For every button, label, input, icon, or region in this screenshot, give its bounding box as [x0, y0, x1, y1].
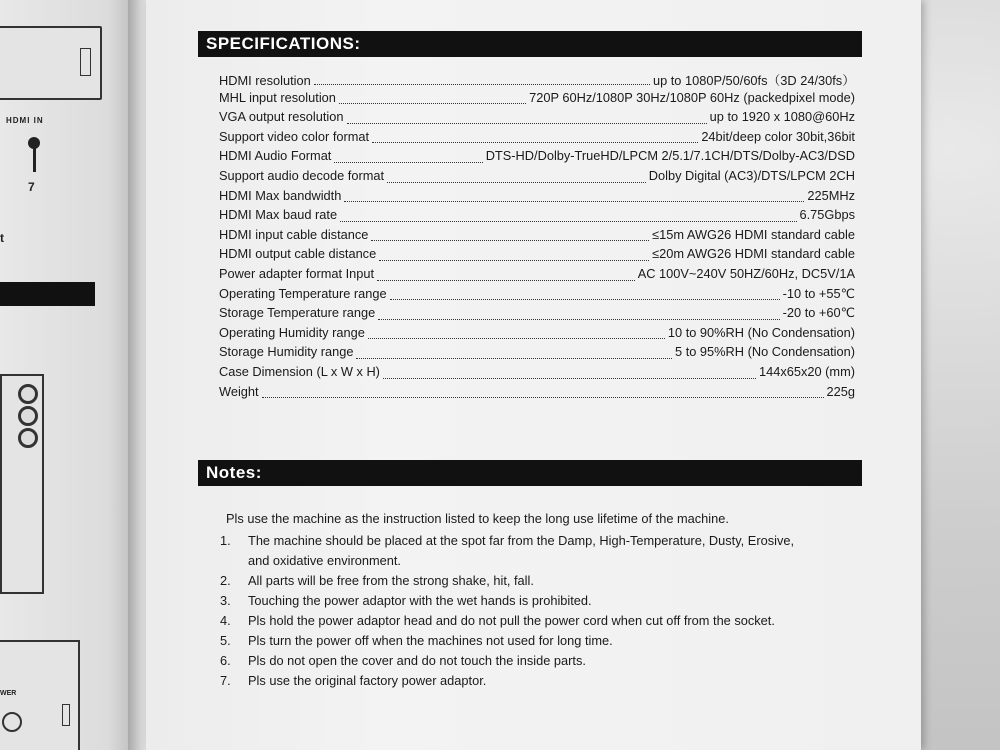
spec-label: MHL input resolution — [219, 89, 336, 105]
speaker-driver-icon — [18, 428, 38, 448]
dot-leader — [383, 378, 756, 379]
spec-row — [219, 188, 855, 208]
knob-icon — [2, 712, 22, 732]
spec-value: -10 to +55℃ — [782, 285, 855, 301]
dot-leader — [368, 338, 665, 339]
spec-label: Operating Temperature range — [219, 285, 387, 301]
spec-label: HDMI resolution — [219, 73, 311, 88]
notes-header: Notes: — [198, 460, 862, 486]
spec-row — [219, 246, 855, 266]
notes-list — [220, 531, 870, 691]
port-label: HDMI IN — [6, 116, 44, 125]
note-text: Touching the power adaptor with the wet hands is prohibited. — [248, 593, 592, 608]
note-text: The machine should be placed at the spot far from the Damp, High-Temperature, Dusty, Erosive, — [248, 533, 795, 548]
note-item — [220, 611, 870, 631]
note-text: Pls use the original factory power adaptor. — [248, 673, 487, 688]
spec-value: -20 to +60℃ — [782, 305, 855, 321]
spec-value: 5 to 95%RH (No Condensation) — [675, 344, 855, 360]
dot-leader — [262, 397, 824, 398]
spec-row — [219, 90, 855, 110]
note-item — [220, 631, 870, 651]
dot-leader — [344, 201, 804, 202]
amplifier-label: WER — [0, 690, 17, 697]
dot-leader — [347, 123, 707, 124]
dot-leader — [334, 162, 482, 163]
spec-value: 225MHz — [807, 187, 855, 203]
right-page — [146, 0, 921, 750]
callout-number: 7 — [28, 180, 35, 194]
dot-leader — [372, 142, 698, 143]
dot-leader — [387, 182, 646, 183]
note-number: 7. — [220, 673, 231, 688]
partial-text: t — [0, 231, 4, 245]
spec-label: Storage Humidity range — [219, 344, 354, 360]
spec-row — [219, 207, 855, 227]
spec-value: Dolby Digital (AC3)/DTS/LPCM 2CH — [648, 167, 855, 183]
note-number: 2. — [220, 573, 231, 588]
spec-value: 144x65x20 (mm) — [758, 363, 855, 379]
dot-leader — [378, 319, 779, 320]
spec-label: Support audio decode format — [219, 167, 385, 183]
spec-row — [219, 148, 855, 168]
spec-value: 6.75Gbps — [799, 207, 855, 223]
spec-value: 10 to 90%RH (No Condensation) — [667, 324, 855, 340]
note-item — [220, 551, 870, 571]
note-item — [220, 671, 870, 691]
spec-label: HDMI Max bandwidth — [219, 187, 342, 203]
speaker-driver-icon — [18, 406, 38, 426]
speaker-illustration — [0, 374, 44, 594]
spec-row — [219, 129, 855, 149]
dot-leader — [390, 299, 780, 300]
note-text: Pls hold the power adaptor head and do not pull the power cord when cut off from the socket. — [248, 613, 775, 628]
spec-value: AC 100V~240V 50HZ/60Hz, DC5V/1A — [637, 265, 855, 281]
device-port — [80, 48, 91, 76]
note-item — [220, 651, 870, 671]
note-text: Pls do not open the cover and do not touch the inside parts. — [248, 653, 586, 668]
spec-label: Power adapter format Input — [219, 265, 375, 281]
dot-leader — [356, 358, 672, 359]
note-text: All parts will be free from the strong shake, hit, fall. — [248, 573, 534, 588]
spec-row — [219, 384, 855, 404]
spec-row — [219, 364, 855, 384]
spec-label: HDMI output cable distance — [219, 246, 377, 262]
spec-value: ≤20m AWG26 HDMI standard cable — [652, 246, 855, 262]
dot-leader — [377, 280, 635, 281]
spec-row — [219, 305, 855, 325]
amplifier-port — [62, 704, 70, 726]
speaker-driver-icon — [18, 384, 38, 404]
dot-leader — [314, 84, 650, 85]
spec-label: Support video color format — [219, 128, 370, 144]
dot-leader — [339, 103, 526, 104]
spec-row — [219, 325, 855, 345]
spec-row — [219, 109, 855, 129]
specifications-header: SPECIFICATIONS: — [198, 31, 862, 57]
dot-leader — [340, 221, 796, 222]
note-number — [220, 551, 248, 571]
spec-row — [219, 266, 855, 286]
spec-label: Storage Temperature range — [219, 305, 376, 321]
spec-value: up to 1920 x 1080@60Hz — [709, 109, 855, 125]
spec-value: up to 1080P/50/60fs（3D 24/30fs） — [652, 73, 855, 88]
dot-leader — [379, 260, 649, 261]
note-number: 6. — [220, 653, 231, 668]
specifications-list — [219, 70, 855, 403]
callout-line — [33, 140, 36, 172]
note-number: 5. — [220, 633, 231, 648]
note-number: 1. — [220, 533, 231, 548]
spec-value: 225g — [826, 383, 855, 399]
spec-value: 24bit/deep color 30bit,36bit — [701, 128, 855, 144]
spec-label: VGA output resolution — [219, 109, 344, 125]
spec-row — [219, 168, 855, 188]
note-number: 4. — [220, 613, 231, 628]
note-item — [220, 531, 870, 551]
spec-row — [219, 286, 855, 306]
spec-label: HDMI Max baud rate — [219, 207, 338, 223]
spec-row — [219, 344, 855, 364]
spec-row — [219, 70, 855, 90]
note-text: and oxidative environment. — [248, 553, 401, 568]
dot-leader — [371, 240, 649, 241]
spec-label: Operating Humidity range — [219, 324, 365, 340]
section-bar — [0, 282, 95, 306]
note-item — [220, 591, 870, 611]
notes-intro: Pls use the machine as the instruction listed to keep the long use lifetime of the machine. — [226, 511, 729, 526]
spec-value: ≤15m AWG26 HDMI standard cable — [652, 226, 855, 242]
spec-label: HDMI Audio Format — [219, 148, 332, 164]
note-text: Pls turn the power off when the machines not used for long time. — [248, 633, 613, 648]
spec-label: Weight — [219, 383, 259, 399]
left-page — [0, 0, 135, 750]
spec-row — [219, 227, 855, 247]
note-item — [220, 571, 870, 591]
note-number: 3. — [220, 593, 231, 608]
spec-value: DTS-HD/Dolby-TrueHD/LPCM 2/5.1/7.1CH/DTS/Dolby-AC3/DSD — [485, 148, 855, 164]
spec-label: HDMI input cable distance — [219, 226, 369, 242]
spec-label: Case Dimension (L x W x H) — [219, 363, 380, 379]
spec-value: 720P 60Hz/1080P 30Hz/1080P 60Hz (packedpixel mode) — [529, 89, 855, 105]
